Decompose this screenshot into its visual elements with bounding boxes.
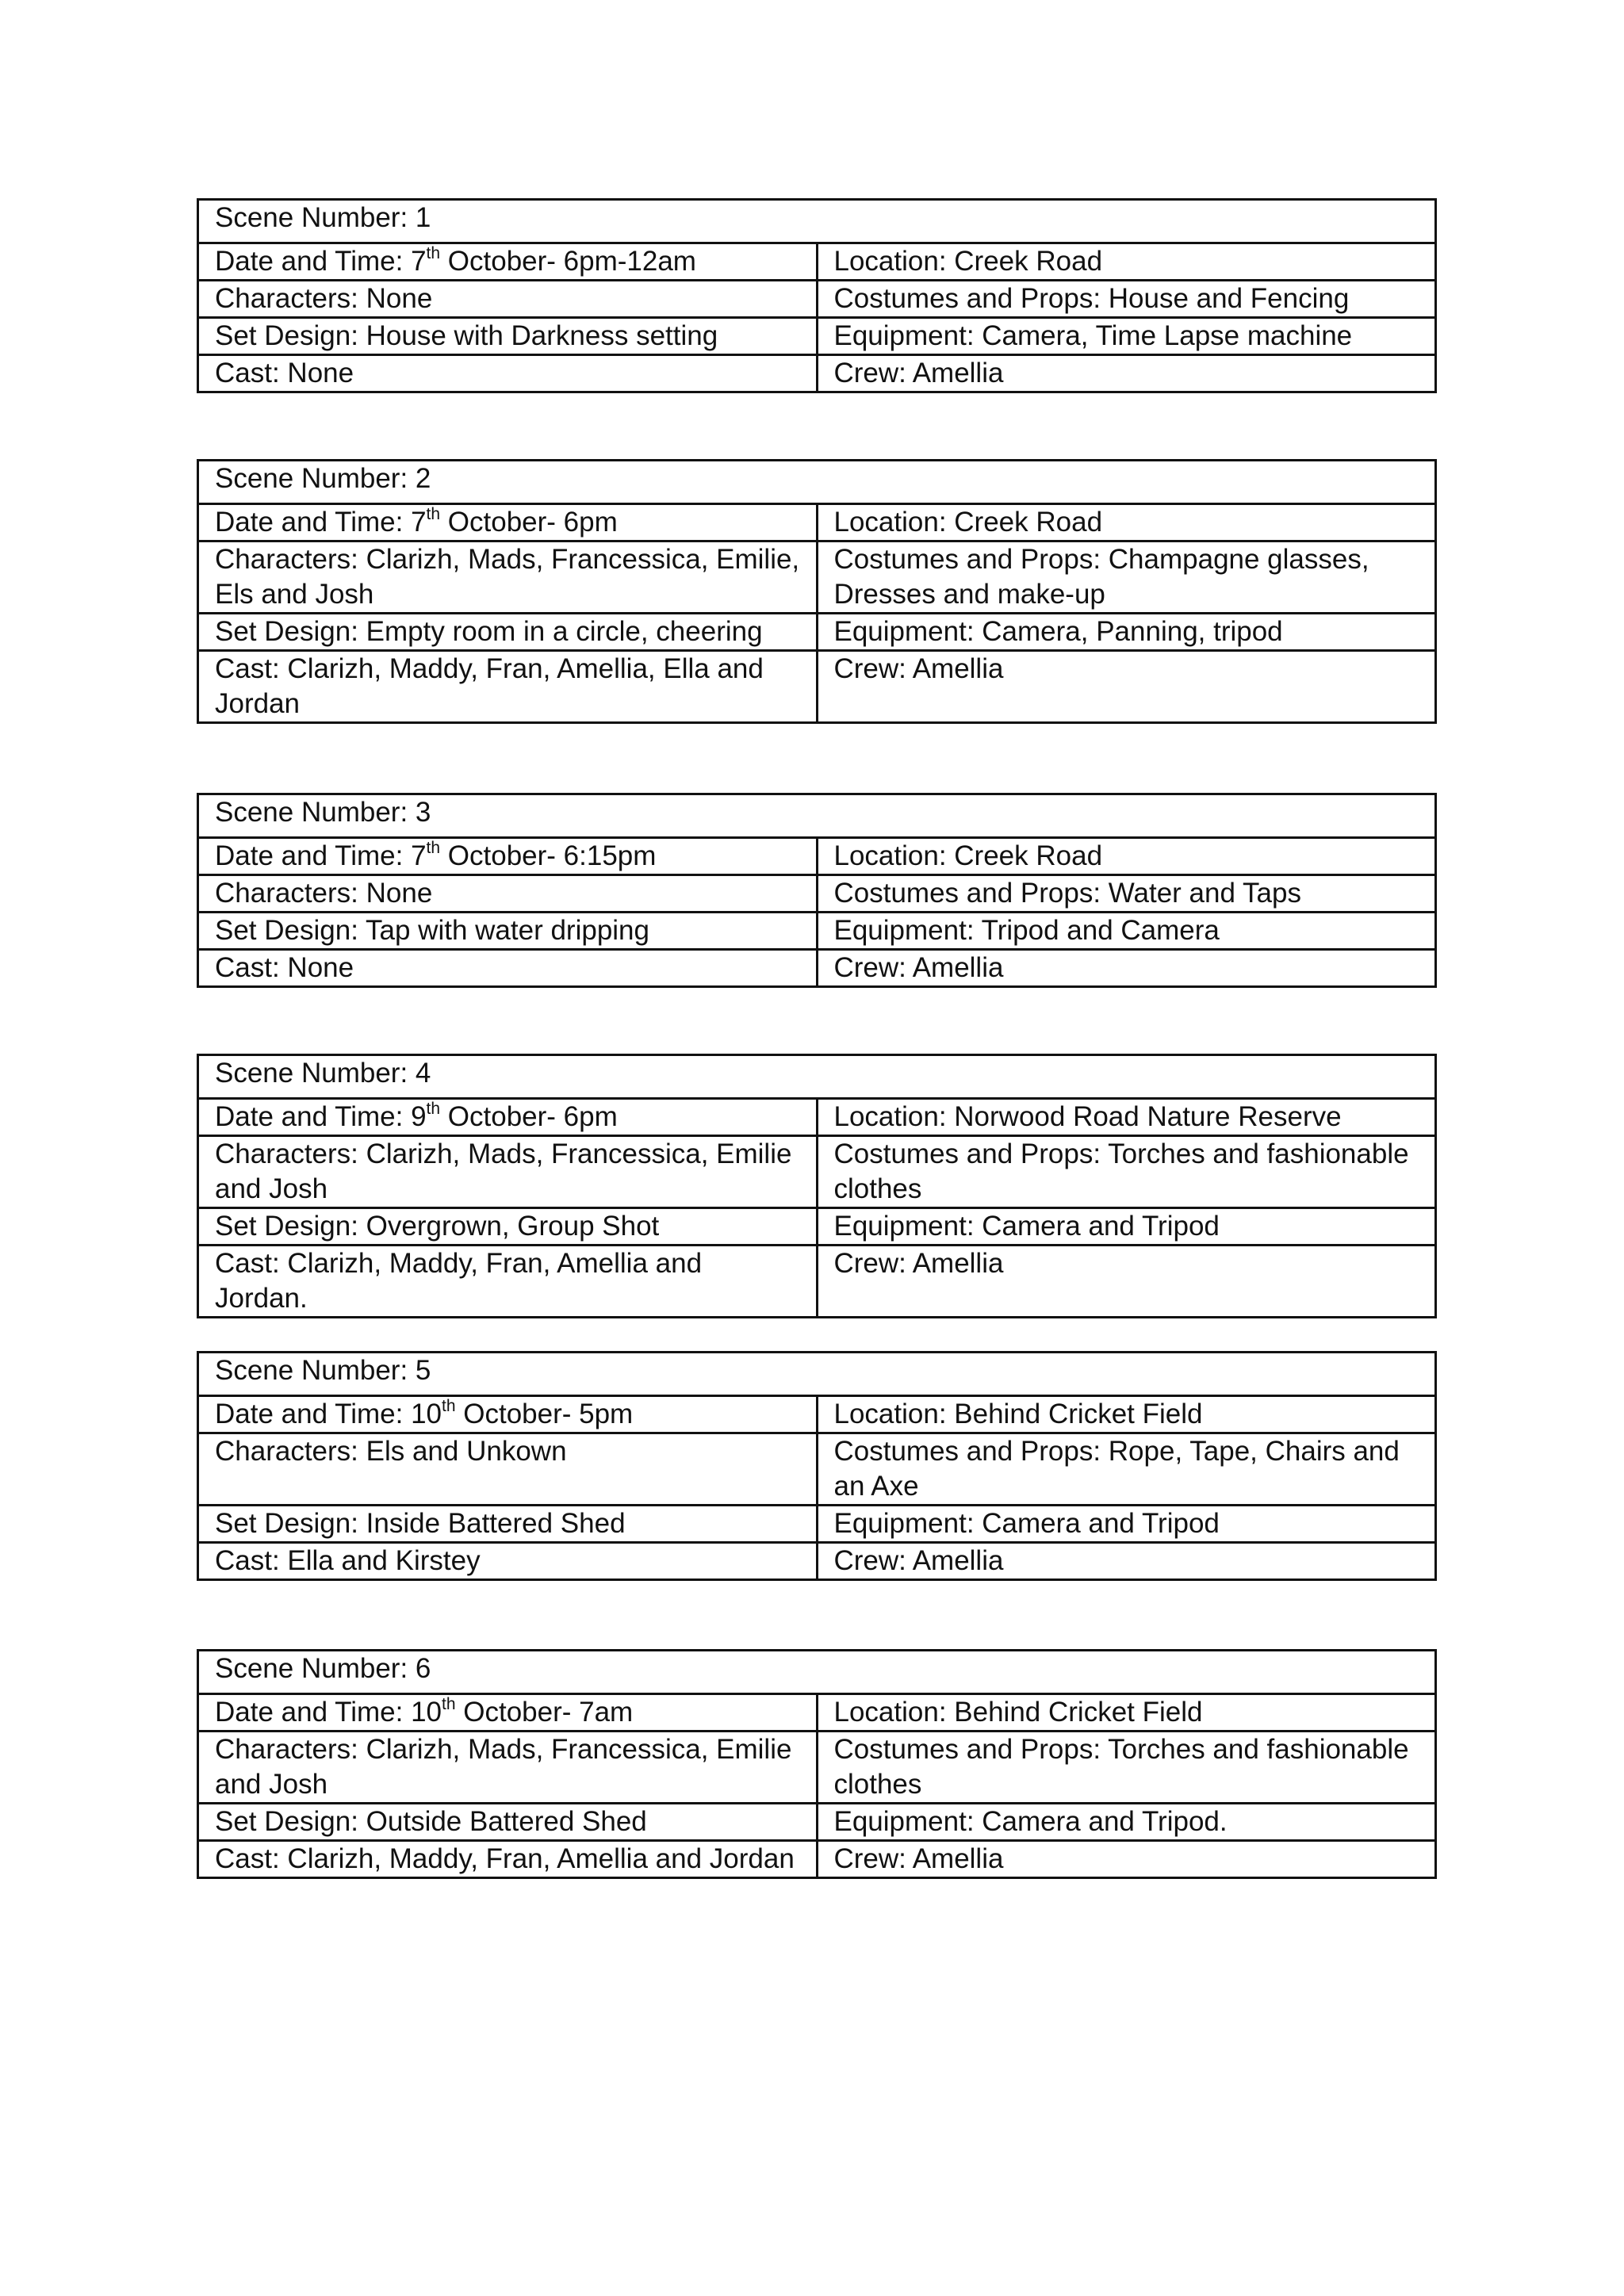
scene-table-6: [197, 1649, 1437, 1879]
scene-table-3: [197, 793, 1437, 988]
crew: Crew: Amellia: [817, 1841, 1436, 1878]
equipment: Equipment: Camera and Tripod: [817, 1208, 1436, 1246]
date-and-time: Date and Time: 7th October- 6:15pm: [198, 838, 818, 875]
cast: Cast: None: [198, 355, 818, 392]
crew: Crew: Amellia: [817, 355, 1436, 392]
cast: Cast: Clarizh, Maddy, Fran, Amellia and Jordan.: [198, 1246, 818, 1318]
scene-table-2: [197, 459, 1437, 724]
characters: Characters: Clarizh, Mads, Francessica, Emilie, Els and Josh: [198, 541, 818, 614]
set-design: Set Design: House with Darkness setting: [198, 318, 818, 355]
characters: Characters: Clarizh, Mads, Francessica, Emilie and Josh: [198, 1136, 818, 1208]
characters: Characters: Clarizh, Mads, Francessica, Emilie and Josh: [198, 1732, 818, 1804]
date-and-time: Date and Time: 9th October- 6pm: [198, 1099, 818, 1136]
characters: Characters: None: [198, 281, 818, 318]
set-design: Set Design: Empty room in a circle, cheering: [198, 614, 818, 651]
location: Location: Creek Road: [817, 243, 1436, 281]
costumes-and-props: Costumes and Props: Torches and fashionable clothes: [817, 1732, 1436, 1804]
costumes-and-props: Costumes and Props: Water and Taps: [817, 875, 1436, 913]
characters: Characters: None: [198, 875, 818, 913]
equipment: Equipment: Tripod and Camera: [817, 913, 1436, 950]
cast: Cast: Ella and Kirstey: [198, 1543, 818, 1580]
crew: Crew: Amellia: [817, 950, 1436, 987]
equipment: Equipment: Camera, Time Lapse machine: [817, 318, 1436, 355]
location: Location: Behind Cricket Field: [817, 1396, 1436, 1433]
scene-number: Scene Number: 5: [198, 1353, 1436, 1396]
set-design: Set Design: Overgrown, Group Shot: [198, 1208, 818, 1246]
date-and-time: Date and Time: 7th October- 6pm: [198, 504, 818, 541]
cast: Cast: Clarizh, Maddy, Fran, Amellia and Jordan: [198, 1841, 818, 1878]
scene-table-4: [197, 1054, 1437, 1318]
scene-number: Scene Number: 4: [198, 1055, 1436, 1099]
set-design: Set Design: Outside Battered Shed: [198, 1804, 818, 1841]
location: Location: Creek Road: [817, 504, 1436, 541]
costumes-and-props: Costumes and Props: Torches and fashionable clothes: [817, 1136, 1436, 1208]
set-design: Set Design: Inside Battered Shed: [198, 1506, 818, 1543]
costumes-and-props: Costumes and Props: House and Fencing: [817, 281, 1436, 318]
costumes-and-props: Costumes and Props: Rope, Tape, Chairs and an Axe: [817, 1433, 1436, 1506]
location: Location: Behind Cricket Field: [817, 1694, 1436, 1732]
crew: Crew: Amellia: [817, 1543, 1436, 1580]
location: Location: Creek Road: [817, 838, 1436, 875]
date-and-time: Date and Time: 10th October- 5pm: [198, 1396, 818, 1433]
crew: Crew: Amellia: [817, 651, 1436, 723]
date-and-time: Date and Time: 7th October- 6pm-12am: [198, 243, 818, 281]
cast: Cast: None: [198, 950, 818, 987]
date-and-time: Date and Time: 10th October- 7am: [198, 1694, 818, 1732]
scene-number: Scene Number: 3: [198, 794, 1436, 838]
scene-table-5: [197, 1351, 1437, 1581]
equipment: Equipment: Camera and Tripod: [817, 1506, 1436, 1543]
set-design: Set Design: Tap with water dripping: [198, 913, 818, 950]
cast: Cast: Clarizh, Maddy, Fran, Amellia, Ella and Jordan: [198, 651, 818, 723]
scene-number: Scene Number: 6: [198, 1651, 1436, 1694]
characters: Characters: Els and Unkown: [198, 1433, 818, 1506]
scene-number: Scene Number: 2: [198, 461, 1436, 504]
equipment: Equipment: Camera, Panning, tripod: [817, 614, 1436, 651]
location: Location: Norwood Road Nature Reserve: [817, 1099, 1436, 1136]
crew: Crew: Amellia: [817, 1246, 1436, 1318]
costumes-and-props: Costumes and Props: Champagne glasses, Dresses and make-up: [817, 541, 1436, 614]
equipment: Equipment: Camera and Tripod.: [817, 1804, 1436, 1841]
scene-number: Scene Number: 1: [198, 200, 1436, 243]
scene-table-1: [197, 198, 1437, 393]
